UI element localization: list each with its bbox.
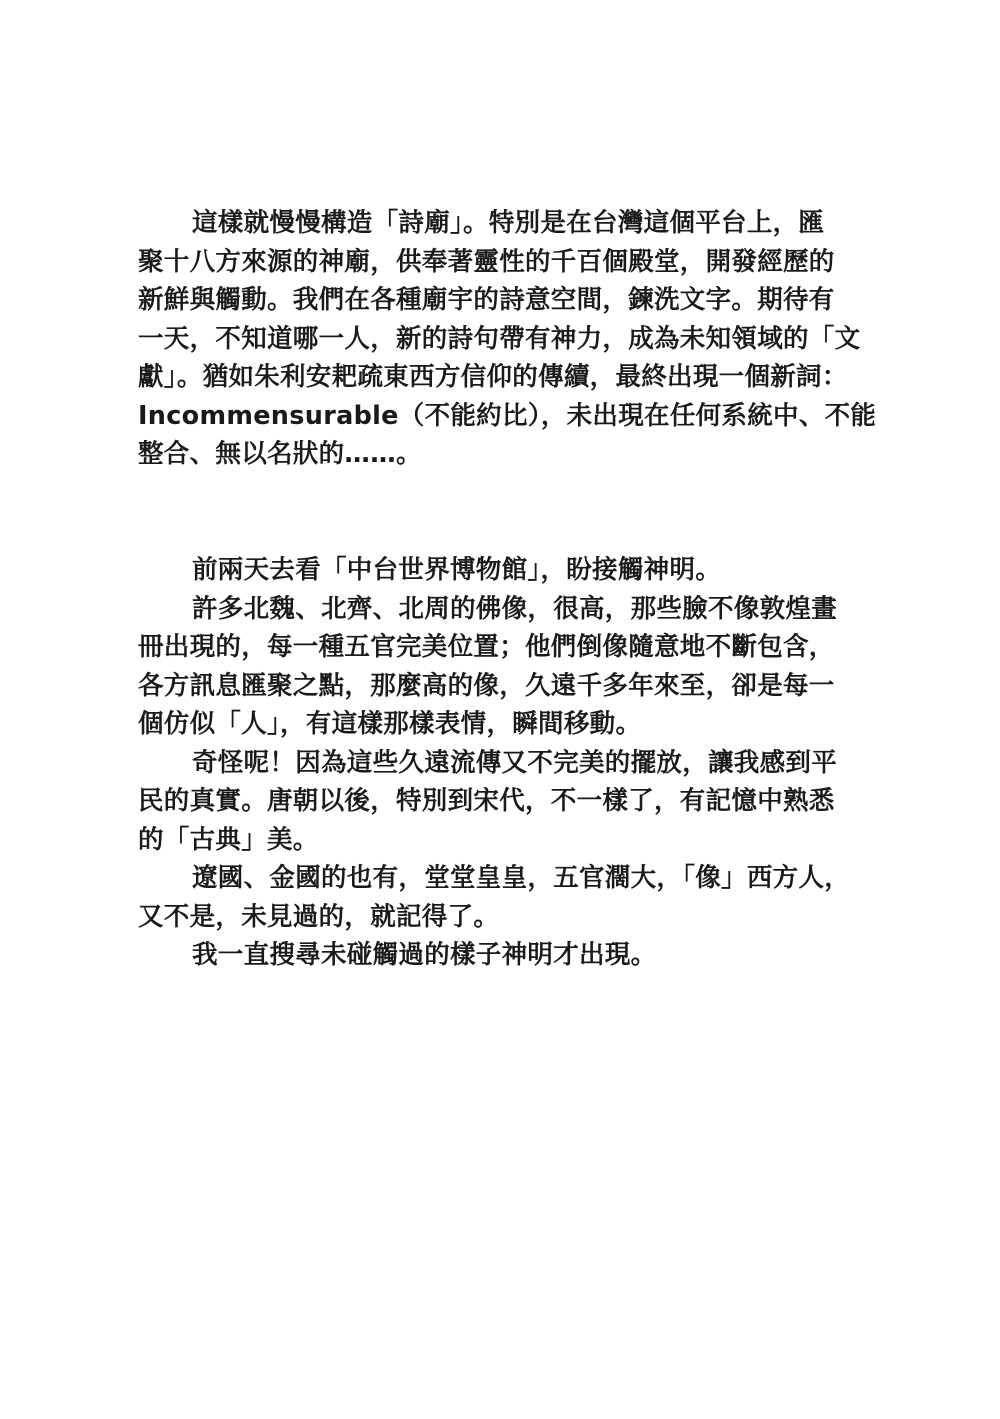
text-line: 奇怪呢！因為這些久遠流傳又不完美的擺放，讓我感到平 xyxy=(192,747,838,778)
text-line: 這樣就慢慢構造「詩廟」。特別是在台灣這個平台上，匯 xyxy=(192,208,825,238)
text-line: 民的真實。唐朝以後，特別到宋代，不一樣了，有記憶中熟悉 xyxy=(138,786,835,816)
text-line: 我一直搜尋未碰觸過的樣子神明才出現。 xyxy=(192,940,657,970)
text-line: 的「古典」美。 xyxy=(138,824,319,855)
text-line: 獻」。猶如朱利安耙疏東西方信仰的傳續，最終出現一個新詞： xyxy=(138,362,848,392)
text-line: 又不是，未見過的，就記得了。 xyxy=(138,901,500,932)
text-line: 新鮮與觸動。我們在各種廟宇的詩意空間，鍊洗文字。期待有 xyxy=(138,285,835,315)
text-line: 一天，不知道哪一人，新的詩句帶有神力，成為未知領域的「文 xyxy=(138,323,861,354)
text-line: 冊出現的，每一種五官完美位置；他們倒像隨意地不斷包含， xyxy=(138,632,835,662)
text-line: 許多北魏、北齊、北周的佛像，很高，那些臉不像敦煌畫 xyxy=(192,593,838,624)
paragraph-museum-visit xyxy=(138,551,868,975)
text-line: 遼國、金國的也有，堂堂皇皇，五官濶大，「像」西方人， xyxy=(192,863,851,893)
text-line: 各方訊息匯聚之點，那麼高的像，久遠千多年來至，卻是每一 xyxy=(138,670,835,701)
text-line: 前兩天去看「中台世界博物館」，盼接觸神明。 xyxy=(192,555,722,585)
text-line: 整合、無以名狀的……。 xyxy=(138,439,422,469)
text-line: Incommensurable（不能約比），未出現在任何系統中、不能 xyxy=(138,400,877,431)
paragraph-poem-temple xyxy=(138,204,877,474)
text-line: 個仿似「人」，有這樣那樣表情，瞬間移動。 xyxy=(138,709,642,739)
text-line: 聚十八方來源的神廟，供奉著靈性的千百個殿堂，開發經歷的 xyxy=(138,246,835,277)
